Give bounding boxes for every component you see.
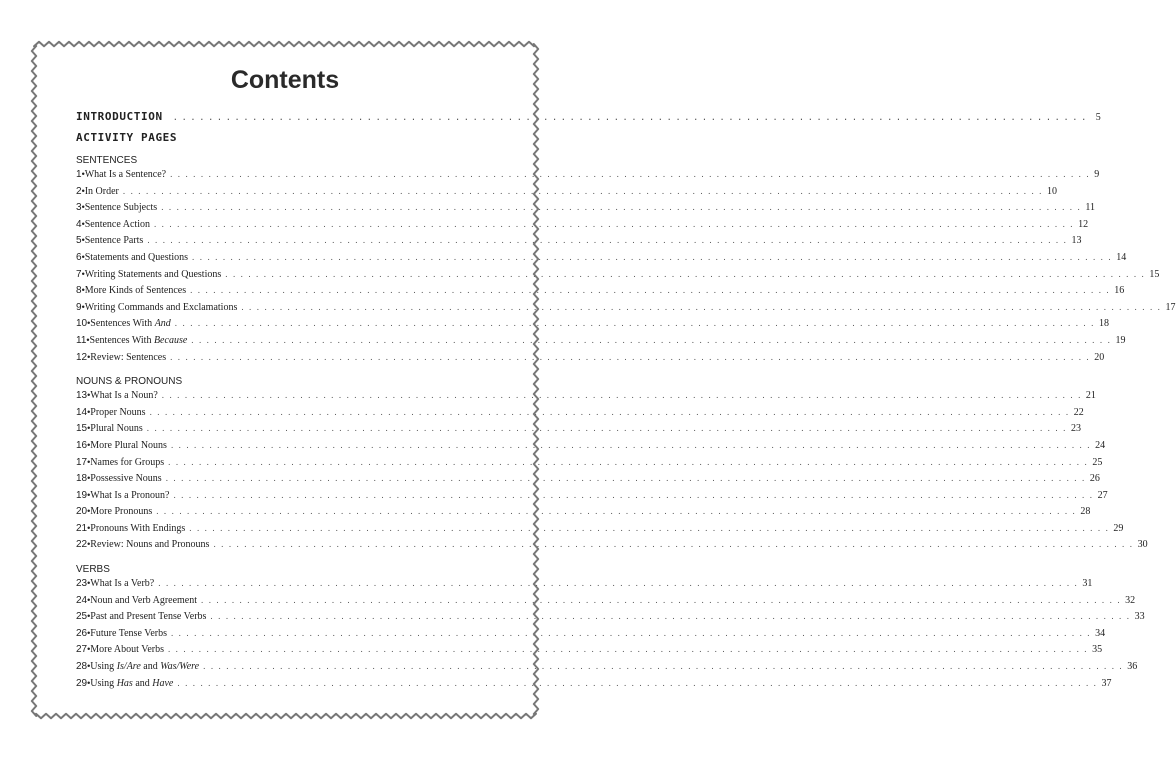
entry-number: 15 [76,423,88,435]
entry-page: 29 [1113,522,1124,534]
entry-page: 36 [1127,661,1138,673]
entry-title: Noun and Verb Agreement [90,594,198,606]
bullet-icon: • [87,539,91,550]
entry-number: 13 [76,390,88,402]
entry-title: Using Is/Are and Was/Were [90,661,200,673]
entry-title: Plural Nouns [90,423,143,435]
toc-introduction[interactable]: INTRODUCTION ........................................................................................................ 5 [76,110,1102,123]
leader-dots: . . . . . . . . . . . . . . . . . . . . . . . . . . . . . . . . . . . . . . . . . . . . . . . . . . . . . . . . . . . . . . . . . . . . . . . . . . . . . . . . . . . . . . . . . . . . . . . . . . . . . . . . . . . . . . . . . . . . . . . . [170,627,1092,638]
entry-number: 28 [76,661,88,673]
entry-title: Possessive Nouns [90,473,162,485]
bullet-icon: • [87,390,91,401]
bullet-icon: • [81,268,85,279]
leader-dots: . . . . . . . . . . . . . . . . . . . . . . . . . . . . . . . . . . . . . . . . . . . . . . . . . . . . . . . . . . . . . . . . . . . . . . . . . . . . . . . . . . . . . . . . . . . . . . . . . . . . . . . . . . . . . . . . . . . . . . . . [191,334,1112,345]
leader-dots: . . . . . . . . . . . . . . . . . . . . . . . . . . . . . . . . . . . . . . . . . . . . . . . . . . . . . . . . . . . . . . . . . . . . . . . . . . . . . . . . . . . . . . . . . . . . . . . . . . . . . . . . . . . . . . . . . . . . . . . . [177,677,1098,688]
entry-title: Proper Nouns [90,406,146,418]
page-title: Contents [230,66,340,94]
entry-page: 37 [1101,677,1112,689]
entry-page: 10 [1047,185,1058,197]
bullet-icon: • [86,334,90,345]
entry-number: 4 [76,218,82,230]
bullet-icon: • [87,627,91,638]
entry-number: 23 [76,578,88,590]
entry-number: 19 [76,489,88,501]
entry-title: Writing Statements and Questions [84,268,222,280]
leader-dots: . . . . . . . . . . . . . . . . . . . . . . . . . . . . . . . . . . . . . . . . . . . . . . . . . . . . . . . . . . . . . . . . . . . . . . . . . . . . . . . . . . . . . . . . . . . . . . . . . . . . . . . . . . . . . . . . . . . . . . . . [156,506,1077,517]
bullet-icon: • [87,611,91,622]
entry-title: Names for Groups [90,456,165,468]
entry-title: Sentences With Because [89,334,188,346]
section-heading: VERBS [76,564,110,576]
entry-title: What Is a Verb? [90,578,155,590]
bullet-icon: • [87,318,91,329]
leader-dots: . . . . . . . . . . . . . . . . . . . . . . . . . . . . . . . . . . . . . . . . . . . . . . . . . . . . . . . . . . . . . . . . . . . . . . . . . . . . . . . . . . . . . . . . . . . . . . . . . . . . . . . . . . . . . . . . . . . . . . . . [158,578,1079,589]
entry-number: 8 [76,285,82,297]
entry-page: 18 [1098,318,1109,330]
entry-title: Using Has and Have [90,677,174,689]
entry-page: 16 [1114,285,1125,297]
leader-dots: . . . . . . . . . . . . . . . . . . . . . . . . . . . . . . . . . . . . . . . . . . . . . . . . . . . . . . . . . . . . . . . . . . . . . . . . . . . . . . . . . . . . . . . . . . . . . . . . . . . . . . . . . . . . . . . . . . . . . . . . [173,489,1094,500]
entry-number: 7 [76,268,82,280]
bullet-icon: • [87,578,91,589]
entry-title: Review: Sentences [90,351,167,363]
entry-title: Pronouns With Endings [90,522,186,534]
entry-number: 16 [76,439,88,451]
leader-dots: . . . . . . . . . . . . . . . . . . . . . . . . . . . . . . . . . . . . . . . . . . . . . . . . . . . . . . . . . . . . . . . . . . . . . . . . . . . . . . . . . . . . . . . . . . . . . . . . . . . . . . . . . . . . . . . . . . . . . . . . [161,390,1082,401]
leader-dots: . . . . . . . . . . . . . . . . . . . . . . . . . . . . . . . . . . . . . . . . . . . . . . . . . . . . . . . . . . . . . . . . . . . . . . . . . . . . . . . . . . . . . . . . . . . . . . . . . . . . . . . . . . . . . . . . . . . . . . . . [189,522,1110,533]
entry-title: Future Tense Verbs [90,627,167,639]
entry-title: More Pronouns [90,506,153,518]
bullet-icon: • [87,661,91,672]
leader-dots: . . . . . . . . . . . . . . . . . . . . . . . . . . . . . . . . . . . . . . . . . . . . . . . . . . . . . . . . . . . . . . . . . . . . . . . . . . . . . . . . . . . . . . . . . . . . . . . . . . . . . . . . . . . . . . . . . . . . . . . . [147,235,1068,246]
bullet-icon: • [87,406,91,417]
entry-page: 19 [1115,334,1126,346]
bullet-icon: • [87,423,91,434]
entry-page: 21 [1085,390,1096,402]
entry-number: 1 [76,169,82,180]
entry-title: Review: Nouns and Pronouns [90,539,210,551]
bullet-icon: • [87,644,91,655]
entry-title: More About Verbs [90,644,164,656]
entry-title: Sentences With And [90,318,171,330]
bullet-icon: • [87,351,91,362]
entry-number: 14 [76,406,88,418]
entry-title: Statements and Questions [84,251,189,263]
bullet-icon: • [81,218,85,229]
leader-dots: . . . . . . . . . . . . . . . . . . . . . . . . . . . . . . . . . . . . . . . . . . . . . . . . . . . . . . . . . . . . . . . . . . . . . . . . . . . . . . . . . . . . . . . . . . . . . . . . . . . . . . . . . . . . . . . . . . . . . . . . [170,351,1091,362]
entry-page: 31 [1082,578,1093,590]
leader-dots: . . . . . . . . . . . . . . . . . . . . . . . . . . . . . . . . . . . . . . . . . . . . . . . . . . . . . . . . . . . . . . . . . . . . . . . . . . . . . . . . . . . . . . . . . . . . . . . . . . . . . . . . . . . . . . . . . . . . . . . . [167,644,1089,655]
entry-page: 32 [1125,594,1136,606]
entry-page: 28 [1080,506,1091,518]
entry-number: 12 [76,351,88,363]
entry-page: 15 [1149,268,1160,280]
entry-number: 24 [76,594,88,606]
leader-dots: . . . . . . . . . . . . . . . . . . . . . . . . . . . . . . . . . . . . . . . . . . . . . . . . . . . . . . . . . . . . . . . . . . . . . . . . . . . . . . . . . . . . . . . . . . . . . . . . . . . . . . . . . . . . . . . . . . . . . . . . [170,439,1092,450]
entry-title: What Is a Noun? [90,390,158,402]
leader-dots: . . . . . . . . . . . . . . . . . . . . . . . . . . . . . . . . . . . . . . . . . . . . . . . . . . . . . . . . . . . . . . . . . . . . . . . . . . . . . . . . . . . . . . . . . . . . . . . . . . . . . . . . . . . . . . . . . . . . . . . . [170,169,1091,179]
bullet-icon: • [87,506,91,517]
entry-page: 24 [1095,439,1106,451]
bullet-icon: • [87,677,91,688]
introduction-page: 5 [1095,112,1102,123]
leader-dots: . . . . . . . . . . . . . . . . . . . . . . . . . . . . . . . . . . . . . . . . . . . . . . . . . . . . . . . . . . . . . . . . . . . . . . . . . . . . . . . . . . . . . . . . . . . . . . . . . . . . . . . . . . . . . . . . . . . . . . . . [165,473,1086,484]
leader-dots: . . . . . . . . . . . . . . . . . . . . . . . . . . . . . . . . . . . . . . . . . . . . . . . . . . . . . . . . . . . . . . . . . . . . . . . . . . . . . . . . . . . . . . . . . . . . . . . . . . . . . . . . . . . . . . . . . . . . . . . . [192,251,1113,262]
entry-number: 17 [76,456,88,468]
entry-title: Past and Present Tense Verbs [90,611,207,623]
leader-dots: . . . . . . . . . . . . . . . . . . . . . . . . . . . . . . . . . . . . . . . . . . . . . . . . . . . . . . . . . . . . . . . . . . . . . . . . . . . . . . . . . . . . . . . . . . . . . . . . . . . . . . . . . . . . . . . . . . . . . . . . [174,318,1095,329]
section-heading: SENTENCES [76,155,138,166]
leader-dots: . . . . . . . . . . . . . . . . . . . . . . . . . . . . . . . . . . . . . . . . . . . . . . . . . . . . . . . . . . . . . . . . . . . . . . . . . . . . . . . . . . . . . . . . . . . . . . . . . . . . . . . . . . . . . . . . . . . . . . . . [241,301,1162,312]
leader-dots: . . . . . . . . . . . . . . . . . . . . . . . . . . . . . . . . . . . . . . . . . . . . . . . . . . . . . . . . . . . . . . . . . . . . . . . . . . . . . . . . . . . . . . . . . . . . . . . . . . . . . . . . . . . . . . . . . . . . . . . . [203,661,1124,672]
leader-dots: . . . . . . . . . . . . . . . . . . . . . . . . . . . . . . . . . . . . . . . . . . . . . . . . . . . . . . . . . . . . . . . . . . . . . . . . . . . . . . . . . . . . . . . . . . . . . . . . . . . . . . . . . . . . . . . . . . . . . . . . [168,456,1089,467]
bullet-icon: • [81,301,85,312]
entry-number: 3 [76,202,82,214]
leader-dots: . . . . . . . . . . . . . . . . . . . . . . . . . . . . . . . . . . . . . . . . . . . . . . . . . . . . . . . . . . . . . . . . . . . . . . . . . . . . . . . . . . . . . . . . . . . . . . . . . . . . . . . . . . . . . . . . . . . . . . . . [146,423,1067,434]
entry-title: More Kinds of Sentences [84,285,187,297]
leader-dots: . . . . . . . . . . . . . . . . . . . . . . . . . . . . . . . . . . . . . . . . . . . . . . . . . . . . . . . . . . . . . . . . . . . . . . . . . . . . . . . . . . . . . . . . . . . . . . . . . . . . . . . . . . . . . . . . . . . . . . . . [225,268,1146,279]
entry-number: 29 [76,677,88,689]
bullet-icon: • [87,594,91,605]
entry-number: 2 [76,185,82,197]
entry-page: 30 [1137,539,1148,551]
leader-dots: . . . . . . . . . . . . . . . . . . . . . . . . . . . . . . . . . . . . . . . . . . . . . . . . . . . . . . . . . . . . . . . . . . . . . . . . . . . . . . . . . . . . . . . . . . . . . . . . . . . . . . . . . . . . . . . . . . . . . . . . [149,406,1070,417]
entry-title: In Order [84,185,119,197]
entry-title: More Plural Nouns [90,439,167,451]
bullet-icon: • [81,202,85,213]
bullet-icon: • [87,456,91,467]
leader-dots: . . . . . . . . . . . . . . . . . . . . . . . . . . . . . . . . . . . . . . . . . . . . . . . . . . . . . . . . . . . . . . . . . . . . . . . . . . . . . . . . . . . . . . . . . . . . . . . . . . . . . . . . . . . . . . . . . . . . . . . . [213,539,1134,550]
entry-page: 35 [1092,644,1103,656]
entry-number: 20 [76,506,88,518]
leader-dots: . . . . . . . . . . . . . . . . . . . . . . . . . . . . . . . . . . . . . . . . . . . . . . . . . . . . . . . . . . . . . . . . . . . . . . . . . . . . . . . . . . . . . . . . . . . . . . . . . . . . . . . . . . . . . . . . . . . . . . . . [190,285,1111,296]
section-heading: NOUNS & PRONOUNS [76,376,183,388]
entry-page: 11 [1085,202,1095,214]
entry-number: 25 [76,611,88,623]
entry-title: Sentence Action [84,218,150,230]
entry-page: 17 [1165,301,1176,313]
entry-page: 25 [1092,456,1103,468]
entry-page: 27 [1097,489,1108,501]
entry-number: 11 [76,334,87,346]
entry-page: 13 [1071,235,1082,247]
entry-number: 27 [76,644,88,656]
entry-title: What Is a Pronoun? [90,489,170,501]
entry-title: Sentence Subjects [84,202,158,214]
entry-number: 5 [76,235,82,247]
entry-number: 26 [76,627,88,639]
entry-page: 22 [1073,406,1084,418]
entry-title: Writing Commands and Exclamations [84,301,238,313]
entry-title: What Is a Sentence? [84,169,167,180]
bullet-icon: • [81,235,85,246]
entry-page: 33 [1134,611,1145,623]
entry-title: Sentence Parts [84,235,144,247]
introduction-label: INTRODUCTION [76,110,163,123]
bullet-icon: • [81,251,85,262]
bullet-icon: • [87,522,91,533]
entry-page: 14 [1116,251,1127,263]
bullet-icon: • [81,285,85,296]
entry-page: 34 [1095,627,1106,639]
entry-page: 26 [1089,473,1100,485]
bullet-icon: • [87,489,91,500]
entry-page: 20 [1094,351,1105,363]
entry-number: 22 [76,539,88,551]
bullet-icon: • [81,185,85,196]
leader-dots: . . . . . . . . . . . . . . . . . . . . . . . . . . . . . . . . . . . . . . . . . . . . . . . . . . . . . . . . . . . . . . . . . . . . . . . . . . . . . . . . . . . . . . . . . . . . . . . . . . . . . . . . . . . . . . . . . . . . . . . . [201,594,1122,605]
leader-dots: . . . . . . . . . . . . . . . . . . . . . . . . . . . . . . . . . . . . . . . . . . . . . . . . . . . . . . . . . . . . . . . . . . . . . . . . . . . . . . . . . . . . . . . . . . . . . . . . . . . . . . . . . . . . . . . . . . . . . . . . [122,185,1044,196]
leader-dots: . . . . . . . . . . . . . . . . . . . . . . . . . . . . . . . . . . . . . . . . . . . . . . . . . . . . . . . . . . . . . . . . . . . . . . . . . . . . . . . . . . . . . . . . . . . . . . . . . . . . . . . . . . . . . . . . . . . . . . . . [161,202,1082,213]
activity-pages-heading: ACTIVITY PAGES [76,131,178,144]
leader-dots: . . . . . . . . . . . . . . . . . . . . . . . . . . . . . . . . . . . . . . . . . . . . . . . . . . . . . . . . . . . . . . . . . . . . . . . . . . . . . . . . . . . . . . . . . . . . . . . . . . . . . . . . . . . . . . . . . . . . . . . . [153,218,1075,229]
entry-number: 21 [76,522,88,534]
entry-page: 23 [1070,423,1081,435]
entry-number: 18 [76,473,88,485]
entry-number: 6 [76,251,82,263]
bullet-icon: • [87,473,91,484]
bullet-icon: • [81,169,85,179]
entry-number: 10 [76,318,88,330]
entry-page: 12 [1078,218,1089,230]
entry-page: 9 [1094,169,1100,180]
entry-number: 9 [76,301,82,313]
bullet-icon: • [87,439,91,450]
leader-dots: . . . . . . . . . . . . . . . . . . . . . . . . . . . . . . . . . . . . . . . . . . . . . . . . . . . . . . . . . . . . . . . . . . . . . . . . . . . . . . . . . . . . . . . . . . . . . . . . . . . . . . . . . . . . . . . . . . . . . . . . [210,611,1131,622]
